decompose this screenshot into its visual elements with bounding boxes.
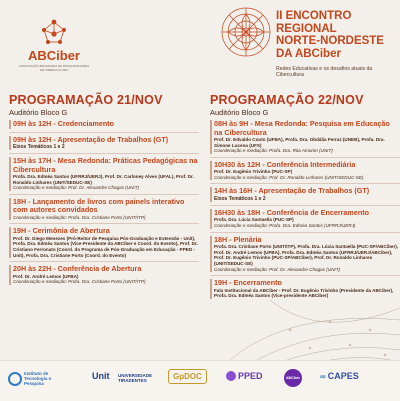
abciber-footer-logo [284, 369, 302, 387]
item-coordination: Coordenação e mediação: Prof. Dr. Alexandre Chagas (UNIT) [214, 266, 341, 272]
schedule-item [210, 236, 400, 272]
item-heading: 08H às 9H - Mesa Redonda: Pesquisa em Educação na Cibercultura [214, 119, 390, 137]
network-logo-icon [36, 18, 72, 48]
item-heading: 14H às 16H - Apresentação de Trabalhos (GT) [214, 186, 370, 196]
capes-logo [320, 371, 359, 381]
tiradentes-logo: UNIVERSIDADE TIRADENTES [118, 373, 153, 383]
pped-logo [226, 371, 263, 381]
schedule-item [210, 279, 400, 299]
schedule-item [9, 198, 199, 221]
capes-logo-text: CAPES [327, 371, 359, 381]
event-subtitle: Redes Educativas e os desafios atuais da Cibercultura [276, 66, 373, 78]
schedule-item [210, 187, 400, 202]
abciber-badge: ABCiber [284, 369, 302, 387]
schedule-item [9, 120, 199, 129]
divider [210, 275, 400, 276]
logo-subtitle: ASSOCIAÇÃO BRASILEIRA DE PESQUISADORES EM CIBERCULTURA [18, 64, 90, 72]
schedule-item [210, 120, 400, 154]
divider [210, 157, 400, 158]
item-heading: 19H - Encerramento [214, 278, 282, 288]
item-detail: Profa. Dra. Lúcia Santaella (PUC-SP) [214, 217, 294, 223]
item-coordination: Coordenação e mediação: Profa. Dra. Cristiane Porto (UNIT/ITP) [13, 214, 146, 220]
sponsor-footer [0, 360, 400, 401]
event-title-line: DA ABCiber [276, 47, 341, 60]
schedule-item [210, 161, 400, 181]
item-coordination: Coordenação e mediação: Prof. Dr. Ronaldo Linhares (UNIT/SEDUC-SE) [214, 174, 364, 180]
divider [9, 194, 199, 195]
itp-logo [8, 371, 58, 386]
item-detail: Prof. Dr. Diego Menezes (Pró-Reitor de Pesquisa Pós-Graduação e Extensão - Unit), Profa. Dra. Edméa Santos (Vice-Presidente da ABCiber e Coord. do Evento), Prof. Dr. Cristiano Ferronato (Coord. do Programa de Pós-Graduação em Educação - PPED - Unit), Profa. Dra. Cristiane Porto (Coord. do Evento) [13, 235, 198, 258]
itp-ring-icon [8, 372, 22, 386]
item-axis: Eixos Temáticos 1 e 2 [13, 144, 65, 150]
abciber-logo [18, 18, 90, 72]
item-heading: 09H às 12H - Credenciamento [13, 119, 115, 128]
capes-symbol-icon: ∞ [320, 371, 326, 381]
item-heading: 19H - Cerimônia de Abertura [13, 226, 110, 236]
item-detail: Prof. Dr. André Lemos (UFBA) [13, 273, 79, 279]
divider [210, 205, 400, 206]
item-heading: 10H30 às 12H - Conferência Intermediária [214, 159, 356, 169]
item-detail: Prof. Dr. Edvaldo Couto (UFBA), Profa. Dra. Obdália Ferraz (UNEB), Profa. Dra. Simone Lucena (UFS) [214, 137, 385, 148]
divider [9, 153, 199, 154]
gpdoc-logo: GpDOC [168, 369, 207, 384]
item-axis: Eixos Temáticos 1 e 2 [214, 195, 266, 202]
day2-title: PROGRAMAÇÃO 22/NOV [210, 93, 364, 107]
divider [210, 183, 400, 184]
pped-circle-icon [226, 371, 236, 381]
item-heading: 20H às 22H - Conferência de Abertura [13, 264, 142, 274]
item-heading: 09H às 12H - Apresentação de Trabalhos (GT) [13, 134, 169, 144]
item-coordination: Coordenação e mediação: Profa. Dra. Rita Amorim (UNIT) [214, 148, 333, 154]
schedule-item [9, 265, 199, 285]
item-detail: Prof. Dr. Eugênio Trivinho (PUC-SP) [214, 169, 293, 175]
item-coordination: Coordenação e mediação: Prof. Dr. Alexandre Chagas (UNIT) [13, 185, 140, 191]
event-title-line: II ENCONTRO [276, 10, 352, 22]
item-coordination: Coordenação e mediação: Profa. Dra. Cristiane Porto (UNIT/ITP) [13, 279, 146, 285]
divider [9, 132, 199, 133]
item-heading: 15H às 17H - Mesa Redonda: Práticas Pedagógicas na Cibercultura [13, 156, 198, 174]
day2-venue: Auditório Bloco G [210, 108, 269, 117]
event-title-line: REGIONAL [276, 22, 337, 35]
item-heading: 16H30 às 18H - Conferência de Encerramento [214, 207, 369, 217]
day2-schedule [210, 93, 400, 302]
divider [210, 232, 400, 233]
logo-text: ABCiber [27, 48, 80, 63]
day1-schedule [9, 93, 199, 288]
day1-venue: Auditório Bloco G [9, 108, 68, 117]
schedule-item [9, 157, 199, 191]
item-detail: Fala Institucional da ABCiber - Prof. Dr. Eugênio Trivinho (Presidente da ABCiber), Profa. Dra. Edméa Santos (Vice-presidente ABCiber) [214, 287, 394, 299]
item-detail: Profa. Dra. Cristiane Porto (UNIT/ITP), Profa. Dra. Lúcia Santaella (PUC-SP/ABCiber), Prof. Dr. André Lemos (UFBA), Profa. Dra. Edméa Santos (UFRRJ/UERJ/ABCiber), Prof. Dr. Eugênio Trivinho (PUC-SP/ABCiber), Prof. Dr. Ronaldo Linhares (UNIT/SEDUC-SE) [214, 244, 399, 266]
item-coordination: Coordenação e mediação: Profa. Dra. Edméa Santos (UFRRJ/UERJ) [214, 223, 356, 229]
divider [9, 261, 199, 262]
item-detail: Profa. Dra. Edméa Santos (UFRRJ/UERJ), Prof. Dr. Carloney Alves (UFAL), Prof. Dr. Ronaldo Linhares (UNIT/SEDUC-SE) [13, 174, 194, 185]
pped-logo-text: PPED [238, 371, 263, 381]
day1-title: PROGRAMAÇÃO 21/NOV [9, 93, 163, 107]
item-heading: 18H - Plenária [214, 234, 262, 244]
event-title [276, 10, 400, 60]
schedule-item [9, 136, 199, 151]
schedule-item [9, 227, 199, 258]
itp-logo-text: Instituto de Tecnologia e Pesquisa [24, 371, 52, 386]
schedule-item [210, 209, 400, 229]
mandala-icon [220, 6, 272, 58]
divider [9, 223, 199, 224]
header [0, 0, 400, 90]
unit-logo: Unit [92, 371, 110, 381]
item-heading: 18H - Lançamento de livros com painels interativo com autores convidados [13, 196, 185, 215]
event-title-line: NORTE-NORDESTE [276, 35, 384, 47]
